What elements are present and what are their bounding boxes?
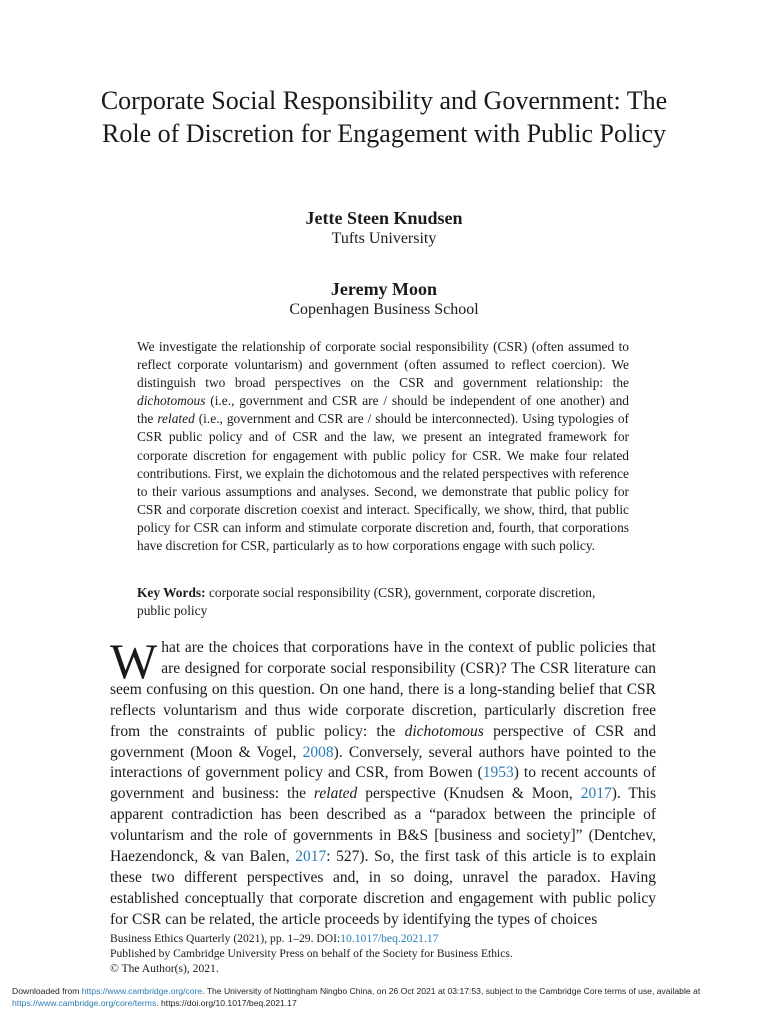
author-block-2 bbox=[0, 278, 768, 320]
reference-link[interactable]: 1953 bbox=[482, 764, 514, 782]
abstract: We investigate the relationship of corporate social responsibility (CSR) (often assumed to reflect corporate voluntarism) and government (often assumed to reflect coercion). We distinguish two broad perspectives on the CSR and government relationship: the dichotomous (i.e., government and CSR are / should be independent of one another) and the related (i.e., government and CSR are / should be interconnected). Using typologies of CSR public policy and of CSR and the law, we present an integrated framework for corporate discretion for engagement with public policy for CSR. We make four related contributions. First, we explain the dichotomous and the related perspectives with reference to their various assumptions and analyses. Second, we demonstrate that public policy for CSR and corporate discretion coexist and interact. Specifically, we show, third, that public policy for CSR can inform and stimulate corporate discretion and, fourth, that corporations have discretion for CSR, particularly as to how corporations engage with such policy. bbox=[137, 339, 629, 554]
citation-block bbox=[110, 932, 670, 976]
keywords bbox=[137, 584, 629, 620]
drop-cap: W bbox=[110, 633, 158, 689]
download-notice: Downloaded from https://www.cambridge.org/core. The University of Nottingham Ningbo China, on 26 Oct 2021 at 03:17:53, subject to the Cambridge Core terms of use, available at https://www.cambridge.org/core/terms. https://doi.org/10.1017/beq.2021.17 bbox=[12, 986, 701, 1008]
author-name: Jette Steen Knudsen bbox=[305, 208, 463, 228]
body-paragraph: What are the choices that corporations have in the context of public policies that are designed for corporate social responsibility (CSR)? The CSR literature can seem confusing on this question. On one hand, there is a long-standing belief that CSR reflects voluntarism and thus wide corporate discretion, particularly discretion free from the constraints of public policy: the dichotomous perspective of CSR and government (Moon & Vogel, 2008). Conversely, several authors have pointed to the interactions of government policy and CSR, from Bowen (1953) to recent accounts of government and business: the related perspective (Knudsen & Moon, 2017). This apparent contradiction has been described as a “paradox between the principle of voluntarism and the role of governments in B&S [business and society]” (Dentchev, Haezendonck, & van Balen, 2017: 527). So, the first task of this article is to explain these two different perspectives and, in so doing, unravel the paradox. Having established conceptually that corporate discretion and engagement with public policy for CSR can be related, the article proceeds by identifying the types of choices bbox=[110, 633, 657, 928]
author-block-1 bbox=[0, 207, 768, 249]
cambridge-core-link[interactable]: https://www.cambridge.org/core bbox=[81, 986, 203, 996]
reference-link[interactable]: 2008 bbox=[302, 743, 334, 761]
author-affiliation: Tufts University bbox=[331, 230, 437, 247]
publisher-line: Published by Cambridge University Press on behalf of the Society for Business Ethics. bbox=[110, 946, 513, 960]
copyright-line: © The Author(s), 2021. bbox=[110, 961, 219, 975]
reference-link[interactable]: 2017 bbox=[580, 785, 612, 803]
article-title: Corporate Social Responsibility and Government: The Role of Discretion for Engagement with Public Policy bbox=[100, 86, 668, 148]
journal-line: Business Ethics Quarterly (2021), pp. 1–29. DOI:10.1017/beq.2021.17 bbox=[110, 932, 439, 945]
keywords-label: Key Words: bbox=[137, 585, 206, 600]
doi-link[interactable]: 10.1017/beq.2021.17 bbox=[340, 932, 439, 945]
author-name: Jeremy Moon bbox=[330, 279, 438, 299]
terms-link[interactable]: https://www.cambridge.org/core/terms bbox=[12, 998, 157, 1008]
author-affiliation: Copenhagen Business School bbox=[289, 301, 479, 318]
reference-link[interactable]: 2017 bbox=[295, 848, 327, 866]
keywords-text: corporate social responsibility (CSR), government, corporate discretion, public policy bbox=[137, 585, 596, 619]
